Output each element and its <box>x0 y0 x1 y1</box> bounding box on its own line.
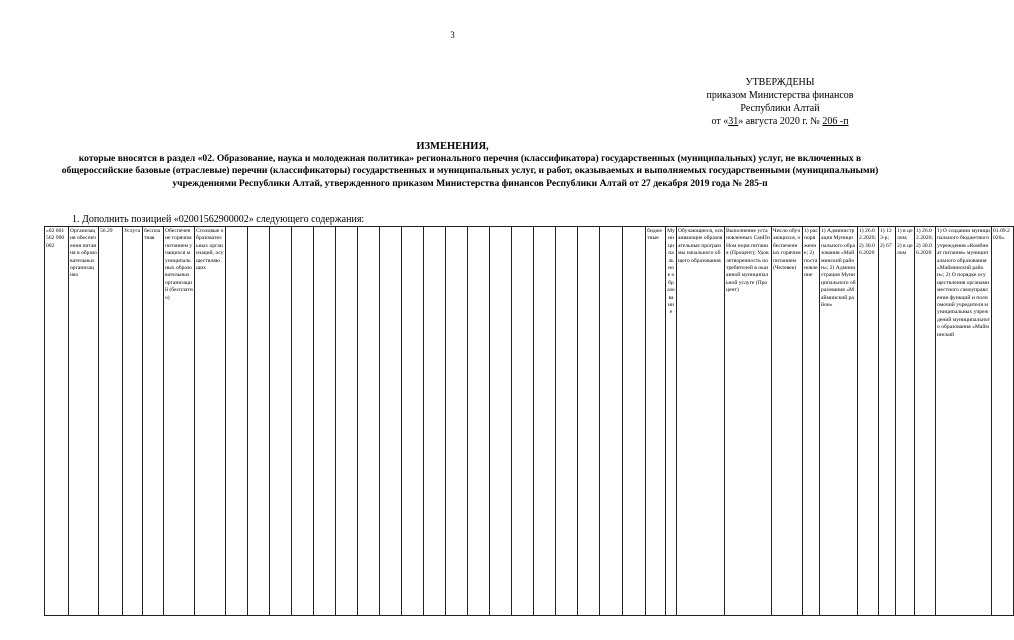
table-cell: Столовые образовательных организаций, осуществляющих <box>195 227 226 616</box>
table-cell <box>314 227 336 616</box>
table-cell <box>270 227 292 616</box>
approved-by-order: приказом Министерства финансов <box>706 90 854 101</box>
table-cell: биджетные <box>646 227 666 616</box>
table-cell <box>446 227 468 616</box>
table-cell <box>534 227 556 616</box>
approved-heading: УТВЕРЖДЕНЫ <box>745 77 815 88</box>
classifier-table <box>44 226 1014 616</box>
table-cell: Выполнение установленных СанПиНом норм питания (Процент); Удовлетворенность потребителей в оказанной муниципальной услуге (Процент) <box>725 227 772 616</box>
table-cell: Обеспечение горячим питанием учащихся муниципальных образовательных организаций (бесплатно) <box>164 227 195 616</box>
page-number: 3 <box>450 30 455 40</box>
table-cell <box>468 227 490 616</box>
table-cell <box>490 227 512 616</box>
table-cell: Обучающиеся, осваивающие образовательные программы начального общего образования <box>677 227 725 616</box>
document-title: ИЗМЕНЕНИЯ, <box>416 141 489 152</box>
table-cell <box>600 227 623 616</box>
approval-stamp <box>660 76 900 128</box>
table-cell <box>248 227 270 616</box>
table-cell <box>578 227 600 616</box>
intro-paragraph: 1. Дополнить позицией «02001562900002» следующего содержания: <box>72 214 365 225</box>
table-cell <box>292 227 314 616</box>
table-cell: «02 001 562 900 002 <box>45 227 69 616</box>
table-cell <box>424 227 446 616</box>
date-day: 31 <box>728 116 739 127</box>
table-cell: 1) 26.02.2020; 2) 30.06.2020 <box>858 227 879 616</box>
table-cell: Число обучающихся, обеспеченных горячим питанием (Человек) <box>772 227 803 616</box>
order-number: 206 -п <box>822 116 849 127</box>
date-prefix: от « <box>711 116 729 127</box>
table-row <box>45 227 1014 616</box>
document-subtitle: которые вносятся в раздел «02. Образование, наука и молодежная политика» регионального перечня (классификатора) государственных (муниципальных) услуг, не включенных в общероссийские базовые (отраслевые) перечни (классификаторы) государственных и муниципальных услуг, и работ, оказываемых и выполняемых государственными (муниципальными) учреждениями Республики Алтай, утвержденного приказом Министерства финансов Республики Алтай от 27 декабря 2019 года № 285-п <box>61 153 879 189</box>
table-cell: бесплатная <box>143 227 164 616</box>
table-cell <box>358 227 380 616</box>
table-cell: 1) О создании муниципального бюджетного учреждения «Комбинат питания» муниципального образования «Майминский район»; 2) О порядке осуществления органами местного самоуправления функций и полномочий учредителя муниципальных учреждений муниципального образования «Майминский <box>936 227 992 616</box>
table-cell: 1) в целом; 2) в целом <box>896 227 915 616</box>
table-cell: 1) 123-р; 2) 67 <box>879 227 896 616</box>
table-cell <box>226 227 248 616</box>
table-cell: Муниципальное образование <box>666 227 677 616</box>
table-cell: Организация обеспечения питания в образовательных организациях <box>69 227 99 616</box>
table-cell: 1) распоряжение; 2) постановление <box>803 227 820 616</box>
table-cell: 1) Администрация Муниципального образования «Майминский район»; 2) Администрация Муниципального образования «Майминский район» <box>820 227 858 616</box>
approved-date-line <box>660 115 900 128</box>
table-cell <box>336 227 358 616</box>
date-middle: » августа 2020 г. № <box>738 116 820 127</box>
table-cell <box>623 227 646 616</box>
table-cell <box>402 227 424 616</box>
table-cell: Услуга <box>123 227 143 616</box>
table-cell: 01.09.2020». <box>992 227 1014 616</box>
table-cell <box>556 227 578 616</box>
table-cell <box>512 227 534 616</box>
table-cell: 56.29 <box>99 227 123 616</box>
table-cell <box>380 227 402 616</box>
approved-republic: Республики Алтай <box>740 103 820 114</box>
table-cell: 1) 26.02.2020; 2) 30.06.2020 <box>915 227 936 616</box>
